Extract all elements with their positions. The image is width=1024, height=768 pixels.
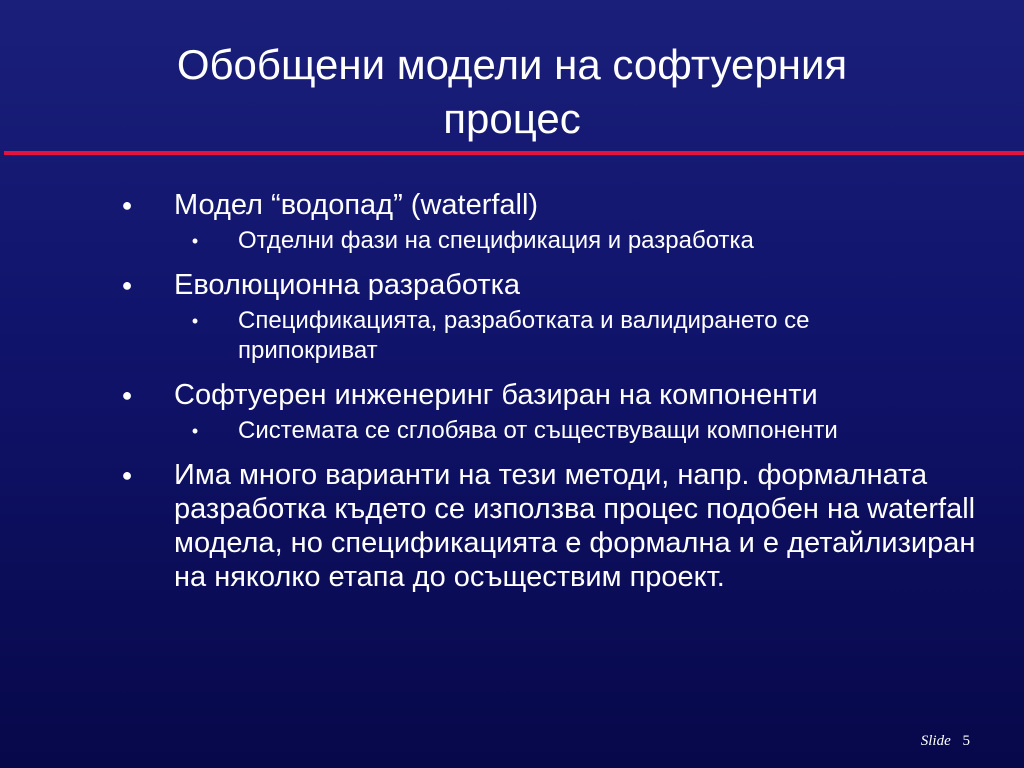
sub-bullet-item <box>191 416 938 446</box>
sub-bullet-text: Спецификацията, разработката и валидирането се припокриват <box>238 307 810 364</box>
bullet-dot-icon: ● <box>121 275 133 295</box>
bullet-dot-icon: ● <box>121 385 133 405</box>
bullet-text: Модел “водопад” (waterfall) <box>174 189 539 221</box>
slide-number-value: 5 <box>962 733 970 749</box>
bullet-dot-icon: ● <box>121 465 133 485</box>
bullet-text: Еволюционна разработка <box>174 269 521 301</box>
slide-title-line-1: Обобщени модели на софтуерния <box>176 41 848 88</box>
bullet-text: Има много варианти на тези методи, напр. формалната разработка където се използва процес подобен на waterfall модела, но спецификацията е формална и е детайлизиран на няколко етапа до осъществим проект. <box>174 459 976 593</box>
bullet-text: Софтуерен инженеринг базиран на компоненти <box>174 379 818 411</box>
slide-title <box>40 38 984 146</box>
bullet-item <box>121 458 994 594</box>
sub-bullet-text: Отделни фази на спецификация и разработка <box>238 227 754 254</box>
slide-number-label: Slide <box>920 733 951 749</box>
sub-bullet-text: Системата се сглобява от съществуващи компоненти <box>238 417 838 444</box>
slide-number <box>921 733 970 750</box>
sub-bullet-dot-icon: • <box>191 311 199 331</box>
bullet-item <box>121 188 984 256</box>
sub-bullet-item <box>191 226 938 256</box>
bullet-item <box>121 378 984 446</box>
title-divider <box>4 151 1024 155</box>
bullet-dot-icon: ● <box>121 195 133 215</box>
sub-bullet-item <box>191 306 938 366</box>
sub-bullet-dot-icon: • <box>191 231 199 251</box>
bullet-item <box>121 268 984 366</box>
sub-bullet-dot-icon: • <box>191 421 199 441</box>
slide-title-line-2: процес <box>443 95 581 142</box>
bullet-list <box>0 188 1024 606</box>
